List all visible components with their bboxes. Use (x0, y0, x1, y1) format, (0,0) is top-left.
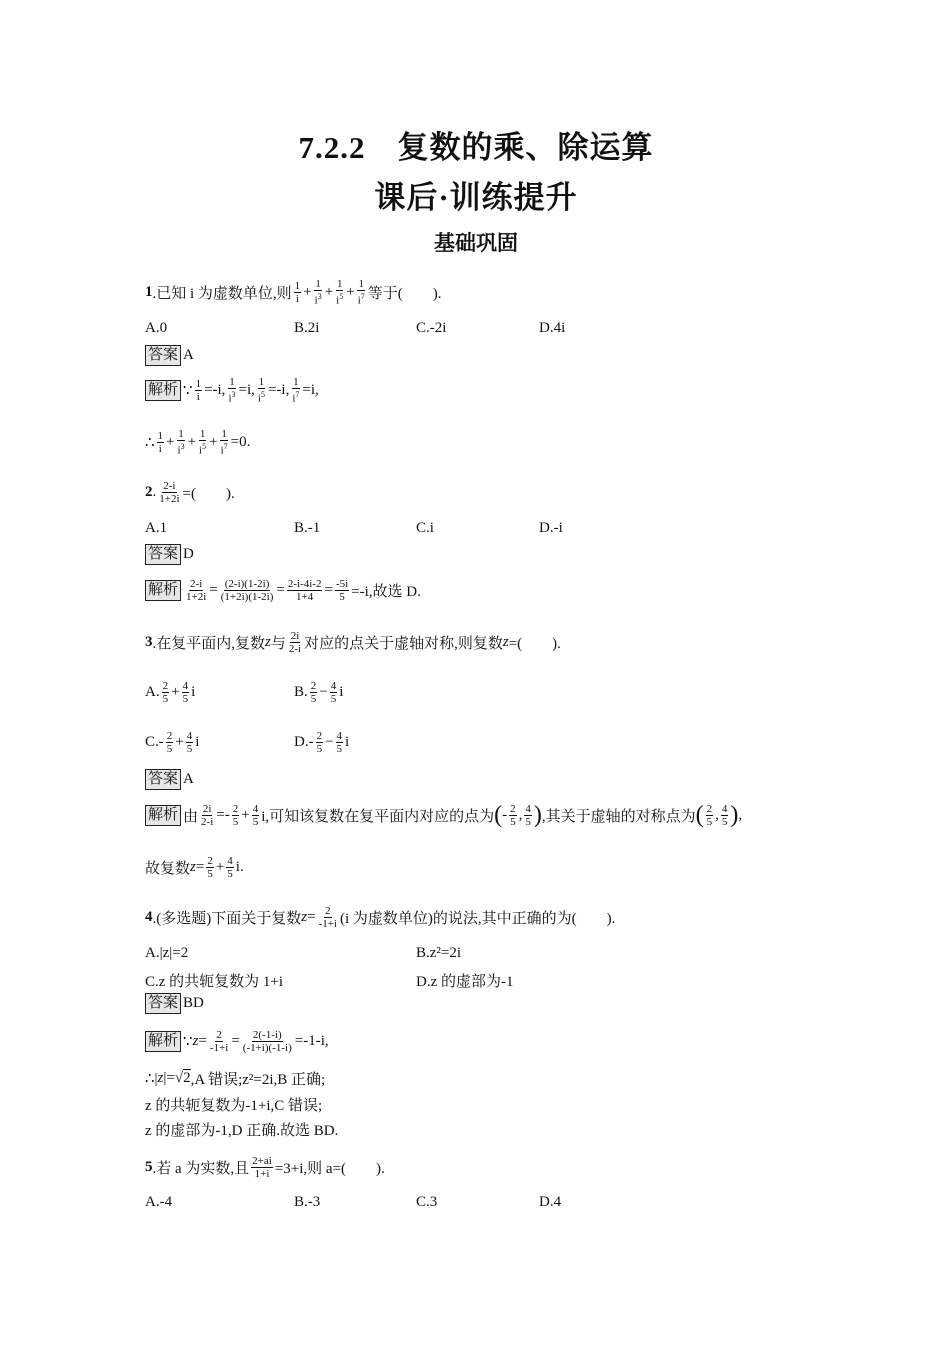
answer-label: 答案 (145, 769, 181, 790)
question-number: 3 (145, 633, 153, 650)
question-stem: .已知 i 为虚数单位,则 (152, 285, 292, 302)
analysis-row-3: z 的共轭复数为-1+i,C 错误; (145, 1098, 323, 1114)
fraction: $\frac{1}{i}$ (294, 279, 301, 305)
value-text: =i, (238, 381, 255, 398)
analysis-row: 解析 $\frac{2-i}{1+2i}$ = $\frac{(2-i)(1-2i)}{(1+2i)(1-2i)}$ = $\frac{2-i-4i-2}{1+4}$ = $\frac{-5i}{5}$ =-i,故选 D. (145, 575, 421, 605)
answer-value: BD (183, 994, 204, 1011)
analysis-label: 解析 (145, 1031, 181, 1052)
question-4: 4 .(多选题)下面关于复数 z = $\frac{2}{-1+i}$ (i 为虚数单位)的说法,其中正确的为( ). (145, 904, 616, 930)
fraction: $\frac{2-i}{1+2i}$ (159, 479, 180, 505)
option-d: D.4 (539, 1194, 562, 1210)
answer-value: A (183, 346, 194, 363)
var-z: z (265, 633, 271, 650)
analysis-row: 解析 由 $\frac{2i}{2-i}$ =- $\frac{2}{5}$ + $\frac{4}{5}$ i,可知该复数在复平面内对应的点为 ( - $\frac{2}{5}$ , $\frac{4}{5}$ ) ,其关于虚轴的对称点为 ( $\frac{2}{5}$ , $\frac{4}{5}$ ) , (145, 800, 742, 830)
answer-label: 答案 (145, 993, 181, 1014)
fraction: $\frac{2i}{2-i}$ (288, 629, 302, 655)
answer-row (145, 539, 194, 569)
fraction: $\frac{1}{i^5}$ (199, 427, 207, 457)
value-text: =-i, (204, 381, 226, 398)
question-number: 1 (145, 283, 153, 300)
option-c: C.i (416, 520, 434, 536)
question-1: 1 .已知 i 为虚数单位,则 $\frac{1}{i}$ + $\frac{1}{i^3}$ + $\frac{1}{i^5}$ + $\frac{1}{i^7}$ 等于( ). (145, 277, 442, 307)
option-d: D.4i (539, 320, 566, 336)
fraction: $\frac{2-i}{1+2i}$ (186, 577, 207, 603)
section-heading: 基础巩固 (434, 231, 518, 255)
option-d: D.- $\frac{2}{5}$ − $\frac{4}{5}$ i (294, 729, 350, 755)
option-a: A. $\frac{2}{5}$ + $\frac{4}{5}$ i (145, 679, 196, 705)
answer-label: 答案 (145, 345, 181, 366)
question-stem: .在复平面内,复数 (152, 635, 266, 652)
analysis-label: 解析 (145, 380, 181, 401)
option-d: D.z 的虚部为-1 (416, 974, 514, 990)
analysis-row-2: ∴ $\frac{1}{i}$ + $\frac{1}{i^3}$ + $\frac{1}{i^5}$ + $\frac{1}{i^7}$ =0. (145, 427, 251, 457)
question-number: 2 (145, 483, 153, 500)
option-d: D.-i (539, 520, 563, 536)
analysis-row-2: 故复数 z = $\frac{2}{5}$ + $\frac{4}{5}$ i. (145, 854, 244, 880)
question-5: 5 .若 a 为实数,且 $\frac{2+ai}{1+i}$ =3+i,则 a=( ). (145, 1154, 385, 1180)
question-number: 4 (145, 908, 153, 925)
fraction: $\frac{1}{i}$ (157, 429, 164, 455)
answer-value: D (183, 545, 194, 562)
question-stem-end: 等于( ). (367, 285, 442, 302)
analysis-row-2: ∴| z |=√ 2 ,A 错误;z²=2i,B 正确; (145, 1069, 326, 1088)
fraction: $\frac{1}{i^7}$ (220, 427, 228, 457)
fraction: $\frac{1}{i}$ (195, 377, 202, 403)
fraction: $\frac{-5i}{5}$ (335, 577, 349, 603)
analysis-row-4: z 的虚部为-1,D 正确.故选 BD. (145, 1123, 339, 1139)
question-2: 2 . $\frac{2-i}{1+2i}$ =( ). (145, 479, 235, 505)
option-c: C.-2i (416, 320, 447, 336)
option-a: A.1 (145, 520, 168, 536)
answer-row (145, 340, 194, 370)
fraction: $\frac{2-i-4i-2}{1+4}$ (287, 577, 322, 603)
fraction: $\frac{1}{i^7}$ (357, 277, 365, 307)
question-3 (145, 627, 561, 657)
fraction: $\frac{(2-i)(1-2i)}{(1+2i)(1-2i)}$ (220, 577, 274, 603)
value-text: =-i, (267, 381, 290, 398)
option-a: A.0 (145, 320, 168, 336)
fraction: $\frac{1}{i^7}$ (292, 375, 300, 405)
option-c: C.z 的共轭复数为 1+i (145, 974, 284, 990)
page-subtitle: 课后·训练提升 (374, 180, 578, 215)
question-number: 5 (145, 1158, 153, 1175)
question-stem-end: =( ). (182, 485, 235, 502)
option-c: C.3 (416, 1194, 438, 1210)
answer-row (145, 764, 194, 794)
option-b: B. $\frac{2}{5}$ − $\frac{4}{5}$ i (294, 679, 344, 705)
option-b: B.-3 (294, 1194, 321, 1210)
option-a: A.-4 (145, 1194, 173, 1210)
question-stem: 对应的点关于虚轴对称,则复数 (304, 635, 503, 652)
answer-value: A (183, 770, 194, 787)
value-text: =0. (230, 433, 251, 450)
fraction: $\frac{1}{i^5}$ (336, 277, 344, 307)
question-stem-end: =( ). (508, 635, 561, 652)
fraction: $\frac{1}{i^5}$ (257, 375, 265, 405)
option-a: A.|z|=2 (145, 945, 189, 961)
analysis-label: 解析 (145, 580, 181, 601)
fraction: $\frac{1}{i^3}$ (177, 427, 185, 457)
analysis-label: 解析 (145, 805, 181, 826)
option-c: C.- $\frac{2}{5}$ + $\frac{4}{5}$ i (145, 729, 200, 755)
value-text: =i, (302, 381, 319, 398)
answer-row (145, 988, 204, 1018)
var-z: z (502, 633, 509, 650)
analysis-row: 解析 ∵ $\frac{1}{i}$ =-i, $\frac{1}{i^3}$ =i, $\frac{1}{i^5}$ =-i, $\frac{1}{i^7}$ =i, (145, 375, 319, 405)
option-b: B.-1 (294, 520, 321, 536)
option-b: B.z²=2i (416, 945, 462, 961)
analysis-row: 解析 ∵ z = $\frac{2}{-1+i}$ = $\frac{2(-1-i)}{(-1+i)(-1-i)}$ =-1-i, (145, 1026, 329, 1056)
answer-label: 答案 (145, 544, 181, 565)
value-text: =-i,故选 D. (351, 583, 421, 600)
fraction: $\frac{1}{i^3}$ (314, 277, 322, 307)
question-stem: 与 (270, 635, 286, 652)
option-b: B.2i (294, 320, 320, 336)
fraction: $\frac{1}{i^3}$ (228, 375, 236, 405)
page-title: 7.2.2 复数的乘、除运算 (298, 130, 654, 165)
